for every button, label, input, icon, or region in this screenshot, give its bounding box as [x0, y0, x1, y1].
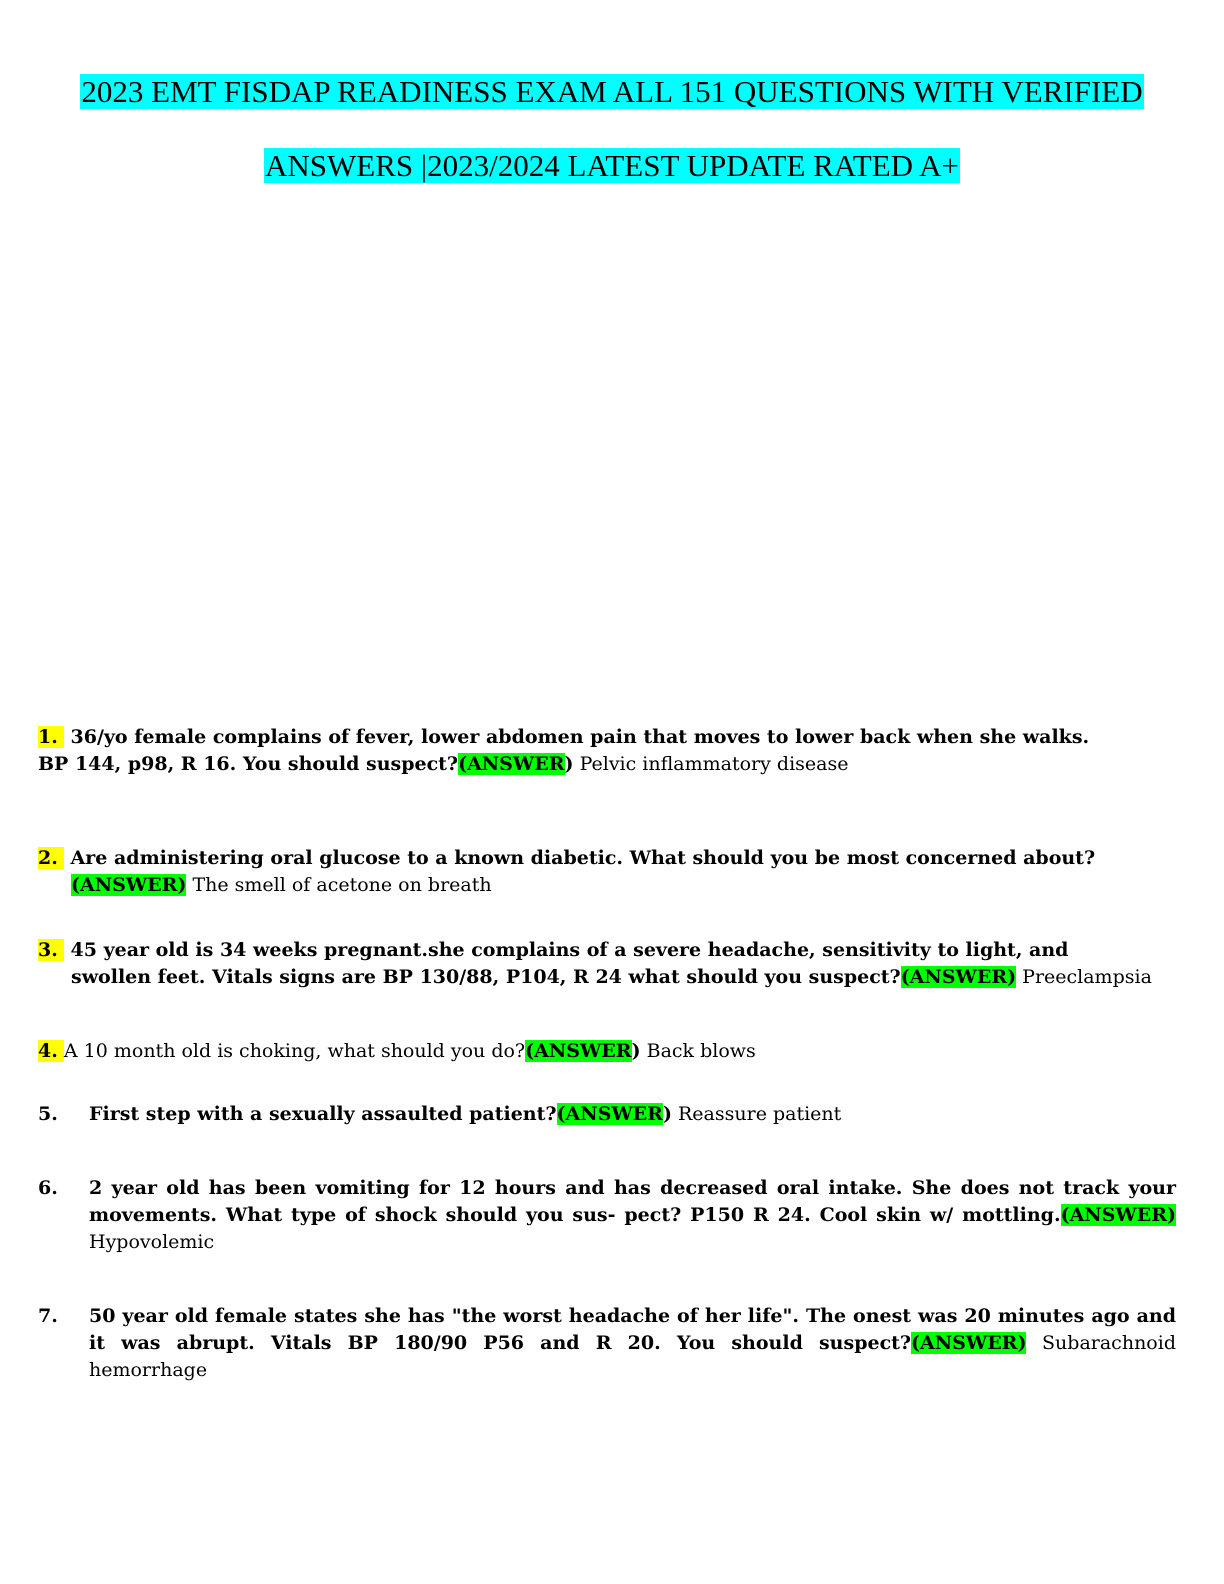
- question-number: 2.: [38, 847, 58, 869]
- document-title-line-2: ANSWERS |2023/2024 LATEST UPDATE RATED A+: [265, 148, 959, 183]
- question-1: 1. 36/yo female complains of fever, lower abdomen pain that moves to lower back when she walks. BP 144, p98, R 16. You should suspect?(ANSWER) Pelvic inflammatory disease: [38, 726, 1090, 775]
- question-7: [89, 1303, 1176, 1384]
- answer-text: Subarachnoid hemorrhage: [89, 1332, 1176, 1381]
- question-number: 4.: [38, 1040, 58, 1062]
- answer-text: Preeclampsia: [1022, 966, 1152, 988]
- question-7-number: [38, 1303, 88, 1330]
- question-text: 36/yo female complains of fever, lower abdomen pain that moves to lower back when she walks.: [70, 726, 1090, 748]
- question-5-number: [38, 1101, 88, 1128]
- answer-text: Reassure patient: [678, 1103, 842, 1125]
- question-text: 45 year old is 34 weeks pregnant.she complains of a severe headache, sensitivity to light, and: [70, 939, 1069, 961]
- answer-tag: (ANSWER): [71, 874, 187, 896]
- answer-tag: (ANSWER: [458, 753, 565, 775]
- question-4: 4. A 10 month old is choking, what should you do?(ANSWER) Back blows: [38, 1040, 756, 1062]
- question-5: First step with a sexually assaulted patient?(ANSWER) Reassure patient: [89, 1103, 842, 1125]
- question-2: [38, 845, 1188, 899]
- answer-tag: (ANSWER): [911, 1332, 1027, 1354]
- answer-tag: (ANSWER): [1060, 1204, 1176, 1226]
- question-text: 2 year old has been vomiting for 12 hours and has decreased oral intake. She does not track your movements. What type of shock should you sus- pect? P150 R 24. Cool skin w/ mottling.: [89, 1177, 1176, 1226]
- answer-tag: (ANSWER: [525, 1040, 632, 1062]
- question-number: 5.: [38, 1103, 58, 1125]
- question-number: 3.: [38, 939, 58, 961]
- answer-tag: (ANSWER): [900, 966, 1017, 988]
- answer-text: Pelvic inflammatory disease: [579, 753, 849, 775]
- question-number: 7.: [38, 1305, 58, 1327]
- question-number: 1.: [38, 726, 58, 748]
- answer-text: The smell of acetone on breath: [192, 874, 492, 896]
- answer-text: Hypovolemic: [89, 1231, 215, 1253]
- question-text: Are administering oral glucose to a known diabetic. What should you be most concerned about?: [70, 847, 1096, 869]
- question-6-number: [38, 1175, 88, 1202]
- question-text: swollen feet. Vitals signs are BP 130/88, P104, R 24 what should you suspect?: [71, 966, 901, 988]
- question-text: First step with a sexually assaulted patient?: [89, 1103, 557, 1125]
- document-title-line-1: 2023 EMT FISDAP READINESS EXAM ALL 151 QUESTIONS WITH VERIFIED: [81, 74, 1143, 109]
- question-6: [89, 1175, 1176, 1256]
- question-text: BP 144, p98, R 16. You should suspect?: [38, 753, 459, 775]
- question-3: [38, 937, 1188, 991]
- question-text: 50 year old female states she has "the worst headache of her life". The onest was 20 minutes ago and it was abrupt. Vitals BP 180/90 P56 and R 20. You should suspect?: [89, 1305, 1176, 1354]
- question-text: A 10 month old is choking, what should you do?: [63, 1040, 526, 1062]
- answer-text: Back blows: [646, 1040, 756, 1062]
- question-number: 6.: [38, 1177, 58, 1199]
- answer-tag: (ANSWER: [556, 1103, 663, 1125]
